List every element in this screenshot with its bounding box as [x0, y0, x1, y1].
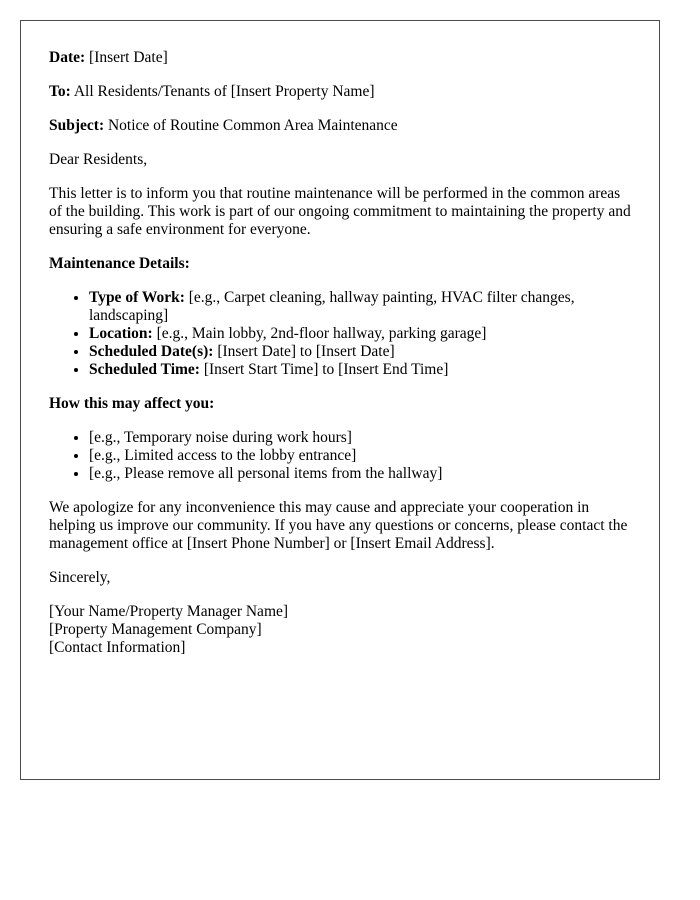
impact-heading: How this may affect you: [49, 395, 215, 412]
maintenance-details-heading: Maintenance Details: [49, 255, 190, 272]
subject-label: Subject: [49, 117, 105, 134]
to-value: All Residents/Tenants of [Insert Property Name] [73, 83, 375, 100]
list-item [89, 343, 631, 361]
closing-paragraph: We apologize for any inconvenience this may cause and appreciate your cooperation in helping us improve our community. If you have any questions or concerns, please contact the management office at [Insert Phone Number] or [Insert Email Address]. [49, 499, 628, 552]
signoff: Sincerely, [49, 569, 111, 586]
impact-list [49, 429, 631, 483]
list-item: • [e.g., Limited access to the lobby entrance] [89, 447, 631, 465]
letter [20, 20, 660, 780]
detail-label: Scheduled Date(s): [89, 343, 214, 360]
date-value: [Insert Date] [89, 49, 168, 66]
date-line [49, 49, 631, 67]
detail-label: Type of Work: [89, 289, 185, 306]
signature-company: [Property Management Company] [49, 621, 262, 638]
intro-paragraph: This letter is to inform you that routine maintenance will be performed in the common areas of the building. This work is part of our ongoing commitment to maintaining the property and ensuring a safe environment for everyone. [49, 185, 631, 238]
list-item [89, 361, 631, 379]
detail-value: [e.g., Main lobby, 2nd-floor hallway, parking garage] [156, 325, 487, 342]
signature-name: [Your Name/Property Manager Name] [49, 603, 289, 620]
list-item [89, 325, 631, 343]
signature-contact: [Contact Information] [49, 639, 186, 656]
signature-block [49, 603, 631, 657]
detail-value: [e.g., Carpet cleaning, hallway painting, HVAC filter changes, landscaping] [89, 289, 575, 324]
date-label: Date: [49, 49, 86, 66]
detail-value: [Insert Date] to [Insert Date] [217, 343, 395, 360]
detail-value: [Insert Start Time] to [Insert End Time] [203, 361, 449, 378]
subject-value: Notice of Routine Common Area Maintenance [107, 117, 398, 134]
list-item: • [e.g., Temporary noise during work hours] [89, 429, 631, 447]
maintenance-details-list [49, 289, 631, 379]
list-item: • [e.g., Please remove all personal items from the hallway] [89, 465, 631, 483]
detail-label: Location: [89, 325, 153, 342]
list-item [89, 289, 631, 325]
greeting: Dear Residents, [49, 151, 148, 168]
to-line [49, 83, 631, 101]
detail-label: Scheduled Time: [89, 361, 200, 378]
to-label: To: [49, 83, 71, 100]
subject-line [49, 117, 631, 135]
